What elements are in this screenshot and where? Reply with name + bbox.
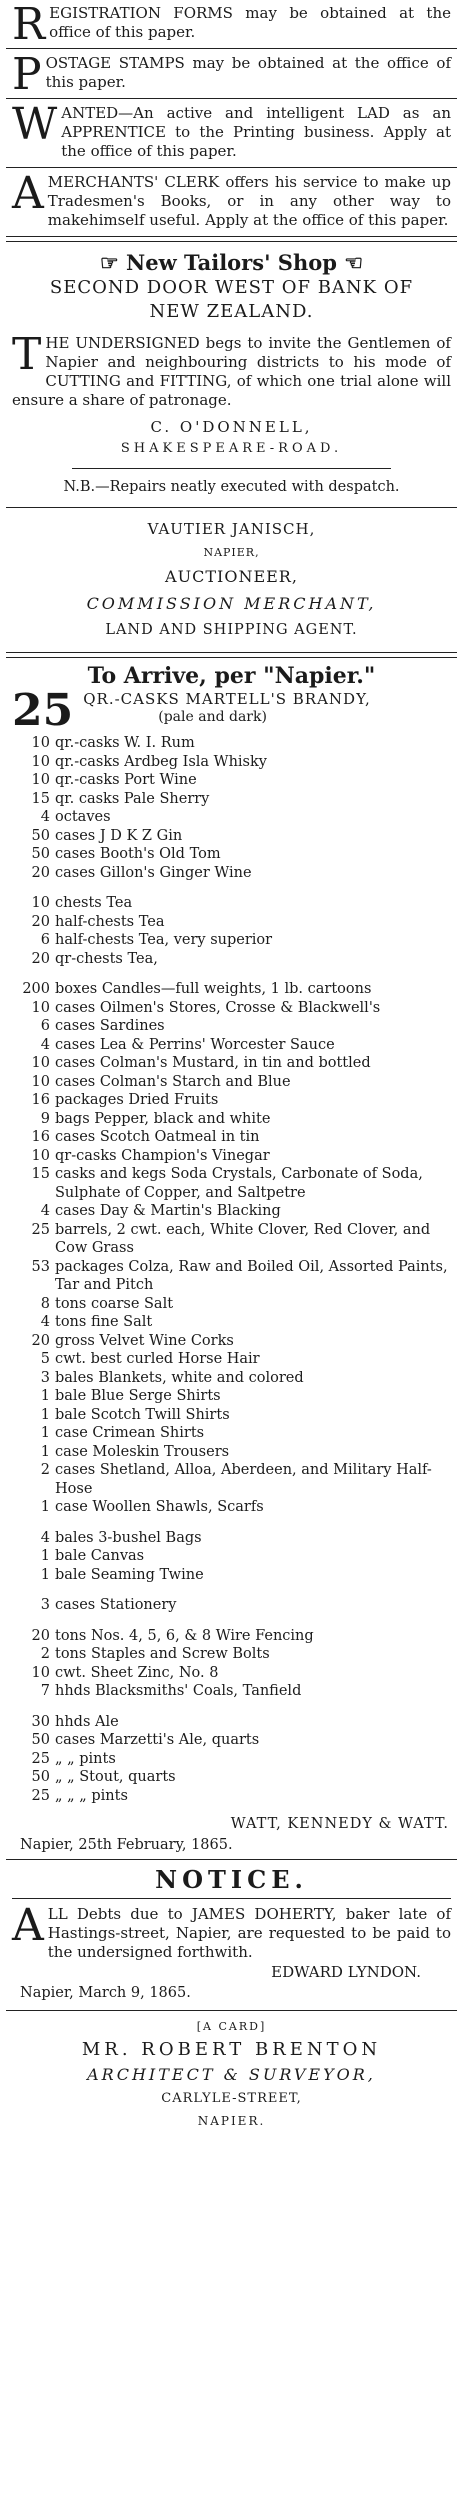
item-description: bales Blankets, white and colored xyxy=(55,1369,304,1386)
item-quantity: 2 xyxy=(40,1462,50,1478)
item-description: cases Booth's Old Tom xyxy=(55,846,221,862)
group-spacer xyxy=(0,1701,463,1713)
item-quantity: 50 xyxy=(31,827,50,844)
list-item xyxy=(0,1350,463,1369)
item-quantity: 16 xyxy=(31,1092,50,1108)
ad-merchants-clerk xyxy=(0,168,463,236)
item-quantity: 3 xyxy=(40,1597,50,1613)
item-quantity: 20 xyxy=(31,913,50,930)
item-description: bale Canvas xyxy=(55,1548,145,1564)
lead-text: QR.-CASKS MARTELL'S BRANDY, xyxy=(83,690,371,708)
item-quantity: 1 xyxy=(40,1406,50,1423)
tailor-body xyxy=(12,329,451,410)
item-quantity: 9 xyxy=(40,1110,50,1127)
item-description: qr-chests Tea, xyxy=(55,950,158,967)
list-item xyxy=(0,1498,463,1517)
drop-capital: P xyxy=(12,49,42,100)
item-quantity: 4 xyxy=(40,1314,50,1330)
item-quantity: 30 xyxy=(31,1713,50,1730)
group-spacer xyxy=(0,1517,463,1529)
list-item xyxy=(0,1369,463,1388)
list-item xyxy=(0,1750,463,1769)
notice-title: NOTICE. xyxy=(155,1865,308,1894)
item-description: cases Sardines xyxy=(55,1018,165,1034)
vautier-merchant: COMMISSION MERCHANT, xyxy=(86,594,377,613)
item-quantity: 15 xyxy=(31,790,50,807)
ad-vautier-janisch xyxy=(0,508,463,652)
ad-text: OSTAGE STAMPS may be obtained at the office of this paper. xyxy=(45,54,451,91)
item-description: „ „ Stout, quarts xyxy=(55,1769,176,1785)
ad-registration-forms xyxy=(0,0,463,48)
list-item xyxy=(0,1332,463,1351)
short-divider xyxy=(72,468,391,469)
notice-body-text: LL Debts due to JAMES DOHERTY, baker late of Hastings-street, Napier, are requested to be paid to the undersigned forthwith. xyxy=(47,1905,451,1961)
list-item xyxy=(0,894,463,913)
item-description: qr.-casks Port Wine xyxy=(55,772,197,788)
item-description: bags Pepper, black and white xyxy=(55,1110,271,1127)
group-spacer xyxy=(0,968,463,980)
item-description: „ „ „ pints xyxy=(55,1787,128,1804)
list-item xyxy=(0,1258,463,1295)
card-town: NAPIER. xyxy=(197,2114,266,2128)
ad-text: EGISTRATION FORMS may be obtained at the office of this paper. xyxy=(49,4,451,41)
item-description: tons coarse Salt xyxy=(55,1295,174,1312)
item-description: bale Blue Serge Shirts xyxy=(55,1388,221,1404)
card-label: [A CARD] xyxy=(196,2020,267,2033)
list-item xyxy=(0,845,463,864)
item-quantity: 53 xyxy=(31,1258,50,1275)
list-item xyxy=(0,1054,463,1073)
item-description: cwt. Sheet Zinc, No. 8 xyxy=(55,1664,219,1681)
group-spacer xyxy=(0,1584,463,1596)
item-quantity: 8 xyxy=(40,1295,50,1312)
item-quantity: 200 xyxy=(22,981,50,997)
item-description: bale Scotch Twill Shirts xyxy=(55,1406,230,1423)
ad-card-brenton xyxy=(0,2011,463,2137)
item-quantity: 1 xyxy=(40,1548,50,1564)
list-item xyxy=(0,1787,463,1806)
item-description: hhds Blacksmiths' Coals, Tanfield xyxy=(55,1683,302,1699)
list-item xyxy=(0,1091,463,1110)
list-item xyxy=(0,1202,463,1221)
item-quantity: 25 xyxy=(31,1787,50,1804)
item-description: cases Colman's Starch and Blue xyxy=(55,1073,291,1090)
list-item xyxy=(0,771,463,790)
lead-quantity: 25 xyxy=(12,685,74,736)
list-item xyxy=(0,1731,463,1750)
item-quantity: 4 xyxy=(40,1203,50,1219)
item-quantity: 1 xyxy=(40,1443,50,1460)
list-item xyxy=(0,1596,463,1615)
item-description: cases Gillon's Ginger Wine xyxy=(55,864,252,881)
item-quantity: 1 xyxy=(40,1566,50,1583)
drop-capital: R xyxy=(12,0,46,50)
item-quantity: 10 xyxy=(31,999,50,1016)
item-description: qr.-casks W. I. Rum xyxy=(55,735,195,751)
list-item xyxy=(0,864,463,883)
list-item xyxy=(0,1664,463,1683)
list-item xyxy=(0,913,463,932)
arrive-date: Napier, 25th February, 1865. xyxy=(20,1837,233,1853)
list-item xyxy=(0,734,463,753)
item-quantity: 25 xyxy=(31,1221,50,1238)
list-item xyxy=(0,980,463,999)
ad-wanted-apprentice xyxy=(0,99,463,167)
card-role: ARCHITECT & SURVEYOR, xyxy=(87,2065,376,2084)
list-item xyxy=(0,1221,463,1258)
item-description: cases Oilmen's Stores, Crosse & Blackwell's xyxy=(55,999,381,1016)
list-item xyxy=(0,1461,463,1498)
group-spacer xyxy=(0,882,463,894)
item-description: hhds Ale xyxy=(55,1713,119,1730)
arrive-title: To Arrive, per "Napier." xyxy=(87,663,376,689)
item-quantity: 20 xyxy=(31,1332,50,1349)
item-description: casks and kegs Soda Crystals, Carbonate of Soda, Sulphate of Copper, and Saltpetre xyxy=(55,1166,423,1201)
lead-sub: (pale and dark) xyxy=(158,709,267,725)
list-item xyxy=(0,1036,463,1055)
list-item xyxy=(0,1128,463,1147)
item-quantity: 7 xyxy=(40,1683,50,1699)
item-description: tons Staples and Screw Bolts xyxy=(55,1646,270,1662)
item-description: half-chests Tea xyxy=(55,913,165,930)
tailor-address: SHAKESPEARE-ROAD. xyxy=(120,441,343,456)
list-item xyxy=(0,1443,463,1462)
list-item xyxy=(0,827,463,846)
notice-name: EDWARD LYNDON. xyxy=(271,1963,421,1981)
item-quantity: 10 xyxy=(31,1055,50,1071)
list-item xyxy=(0,1387,463,1406)
item-description: cases Colman's Mustard, in tin and bottled xyxy=(55,1055,371,1071)
item-description: qr. casks Pale Sherry xyxy=(55,790,210,807)
item-quantity: 6 xyxy=(40,932,50,948)
item-quantity: 10 xyxy=(31,1073,50,1090)
list-item xyxy=(0,999,463,1018)
item-quantity: 10 xyxy=(31,1147,50,1164)
list-item xyxy=(0,1073,463,1092)
item-quantity: 50 xyxy=(31,1732,50,1748)
item-description: bale Seaming Twine xyxy=(55,1566,204,1583)
item-quantity: 10 xyxy=(31,772,50,788)
item-quantity: 4 xyxy=(40,1529,50,1546)
list-item xyxy=(0,1645,463,1664)
item-description: cases Shetland, Alloa, Aberdeen, and Military Half-Hose xyxy=(55,1462,432,1497)
drop-capital: W xyxy=(12,99,58,150)
item-quantity: 50 xyxy=(31,1769,50,1785)
item-description: tons Nos. 4, 5, 6, & 8 Wire Fencing xyxy=(55,1627,314,1644)
tailor-location-2: NEW ZEALAND. xyxy=(149,301,314,322)
tailor-nb: N.B.—Repairs neatly executed with despatch. xyxy=(63,479,400,495)
item-description: packages Dried Fruits xyxy=(55,1092,219,1108)
item-quantity: 2 xyxy=(40,1646,50,1662)
list-item xyxy=(0,753,463,772)
item-description: case Crimean Shirts xyxy=(55,1425,205,1441)
list-item xyxy=(0,1017,463,1036)
pointing-hand-icon: ☜ xyxy=(336,250,364,275)
item-quantity: 4 xyxy=(40,1036,50,1053)
item-description: chests Tea xyxy=(55,895,133,911)
item-description: case Woollen Shawls, Scarfs xyxy=(55,1499,264,1515)
notice-date: Napier, March 9, 1865. xyxy=(20,1985,191,2001)
item-quantity: 1 xyxy=(40,1425,50,1441)
item-description: cases Stationery xyxy=(55,1597,177,1613)
item-quantity: 10 xyxy=(31,895,50,911)
list-item xyxy=(0,1713,463,1732)
tailor-location: SECOND DOOR WEST OF BANK OF xyxy=(49,277,414,298)
list-item xyxy=(0,1547,463,1566)
ad-postage-stamps xyxy=(0,49,463,98)
card-name: MR. ROBERT BRENTON xyxy=(81,2039,382,2060)
item-quantity: 50 xyxy=(31,846,50,862)
divider xyxy=(12,1898,451,1899)
list-item xyxy=(0,1424,463,1443)
item-quantity: 20 xyxy=(31,1627,50,1644)
item-quantity: 5 xyxy=(40,1351,50,1367)
list-item xyxy=(0,1768,463,1787)
list-item xyxy=(0,1313,463,1332)
item-description: barrels, 2 cwt. each, White Clover, Red Clover, and Cow Grass xyxy=(55,1221,431,1256)
item-description: cases Day & Martin's Blacking xyxy=(55,1203,281,1219)
pointing-hand-icon: ☞ xyxy=(99,250,127,275)
item-quantity: 10 xyxy=(31,1664,50,1681)
item-quantity: 16 xyxy=(31,1129,50,1145)
item-description: cwt. best curled Horse Hair xyxy=(55,1351,260,1367)
drop-capital: T xyxy=(12,329,42,380)
drop-capital: A xyxy=(12,168,44,219)
item-description: boxes Candles—full weights, 1 lb. cartoons xyxy=(55,981,372,997)
item-description: cases Lea & Perrins' Worcester Sauce xyxy=(55,1036,335,1053)
list-item xyxy=(0,1529,463,1548)
ad-to-arrive xyxy=(0,658,463,1859)
vautier-role: AUCTIONEER, xyxy=(165,567,298,586)
item-description: qr-casks Champion's Vinegar xyxy=(55,1147,270,1164)
ad-tailors-shop xyxy=(0,242,463,501)
item-description: case Moleskin Trousers xyxy=(55,1443,230,1460)
arrive-lead xyxy=(0,685,463,736)
item-quantity: 10 xyxy=(31,735,50,751)
item-description: gross Velvet Wine Corks xyxy=(55,1332,234,1349)
item-description: bales 3-bushel Bags xyxy=(55,1529,202,1546)
item-description: cases J D K Z Gin xyxy=(55,827,183,844)
ad-text: MERCHANTS' CLERK offers his service to make up Tradesmen's Books, or in any other way to makehimself useful. Apply at the office of this paper. xyxy=(47,173,451,229)
ad-text: ANTED—An active and intelligent LAD as an APPRENTICE to the Printing business. Apply at the office of this paper. xyxy=(61,104,451,160)
item-quantity: 20 xyxy=(31,864,50,881)
item-quantity: 25 xyxy=(31,1750,50,1767)
item-description: half-chests Tea, very superior xyxy=(55,932,273,948)
list-item xyxy=(0,1295,463,1314)
vautier-name: VAUTIER JANISCH, xyxy=(147,520,316,538)
item-quantity: 1 xyxy=(40,1388,50,1404)
item-quantity: 3 xyxy=(40,1369,50,1386)
arrive-signed: WATT, KENNEDY & WATT. xyxy=(230,1816,449,1832)
notice-body xyxy=(12,1900,451,1962)
item-description: „ „ pints xyxy=(55,1750,116,1767)
list-item xyxy=(0,808,463,827)
tailor-heading xyxy=(12,250,451,276)
item-description: tons fine Salt xyxy=(55,1314,153,1330)
item-quantity: 10 xyxy=(31,753,50,770)
card-street: CARLYLE-STREET, xyxy=(161,2091,302,2106)
group-spacer xyxy=(0,1615,463,1627)
list-item xyxy=(0,931,463,950)
ad-notice xyxy=(0,1860,463,2010)
list-item xyxy=(0,790,463,809)
list-item xyxy=(0,950,463,969)
list-item xyxy=(0,1406,463,1425)
item-description: octaves xyxy=(55,809,111,825)
item-description: cases Marzetti's Ale, quarts xyxy=(55,1732,260,1748)
list-item xyxy=(0,1566,463,1585)
list-item xyxy=(0,1627,463,1646)
item-quantity: 4 xyxy=(40,809,50,825)
vautier-place: NAPIER, xyxy=(203,546,260,559)
item-quantity: 15 xyxy=(31,1166,50,1182)
tailor-title: New Tailors' Shop xyxy=(126,250,337,275)
drop-capital: A xyxy=(12,1900,44,1951)
item-quantity: 6 xyxy=(40,1018,50,1034)
item-quantity: 1 xyxy=(40,1499,50,1515)
item-description: cases Scotch Oatmeal in tin xyxy=(55,1129,260,1145)
item-quantity: 20 xyxy=(31,950,50,967)
vautier-agent: LAND AND SHIPPING AGENT. xyxy=(105,622,358,638)
goods-list xyxy=(0,734,463,1805)
tailor-body-text: HE UNDERSIGNED begs to invite the Gentlemen of Napier and neighbouring districts to his mode of CUTTING and FITTING, of which one trial alone will ensure a share of patronage. xyxy=(12,334,451,409)
list-item xyxy=(0,1682,463,1701)
list-item xyxy=(0,1110,463,1129)
list-item xyxy=(0,1147,463,1166)
list-item xyxy=(0,1165,463,1202)
item-description: qr.-casks Ardbeg Isla Whisky xyxy=(55,753,267,770)
item-description: packages Colza, Raw and Boiled Oil, Assorted Paints, Tar and Pitch xyxy=(55,1258,448,1293)
tailor-name: C. O'DONNELL, xyxy=(150,418,313,436)
